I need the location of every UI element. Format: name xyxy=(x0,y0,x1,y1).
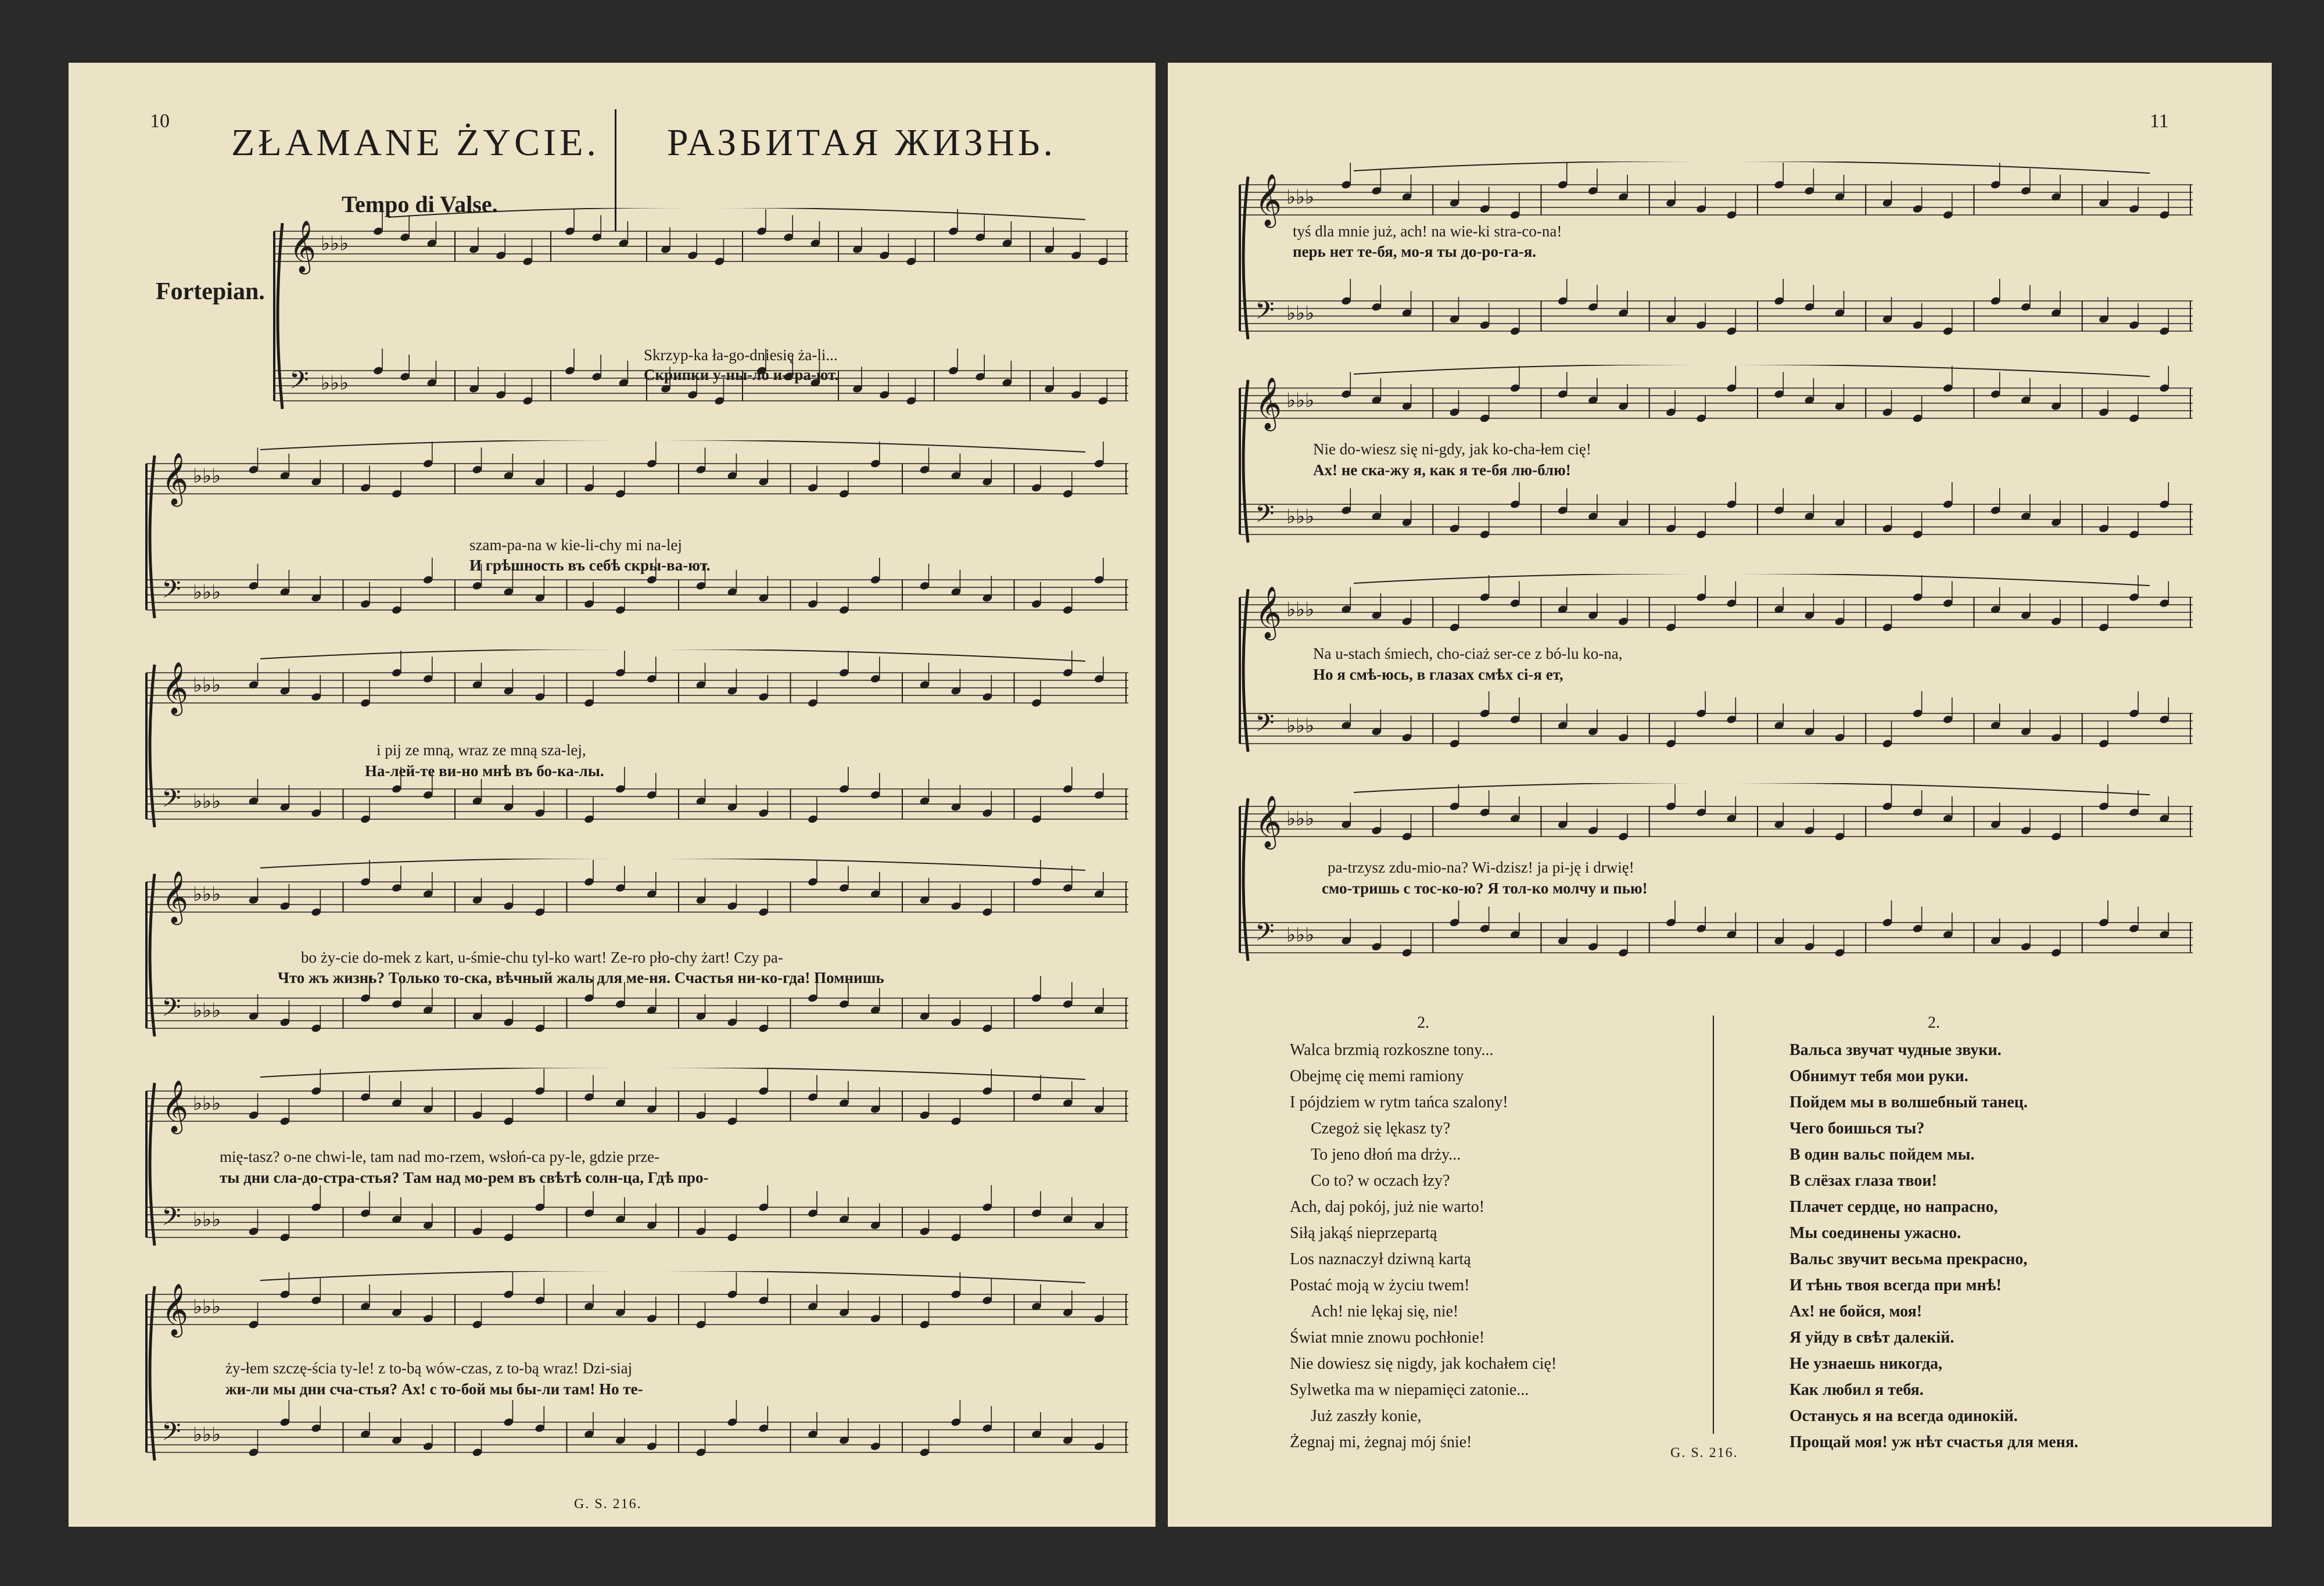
svg-text:𝄢: 𝄢 xyxy=(1255,918,1275,953)
page-number: 10 xyxy=(150,110,170,132)
lyric-russian: На-лей-те ви-но мнѣ въ бо-ка-лы. xyxy=(365,762,604,780)
lyric-polish: Nie do-wiesz się ni-gdy, jak ko-cha-łem cię! xyxy=(1313,440,1591,458)
verse-number: 2. xyxy=(1417,1014,1430,1032)
lyric-polish: szam-pa-na w kie-li-chy mi na-lej xyxy=(469,536,682,554)
verse-line: Nie dowiesz się nigdy, jak kochałem cię! xyxy=(1290,1355,1557,1373)
lyric-russian: Что жъ жизнь? Только то-ска, вѣчный жаль для ме-ня. Счастья ни-ко-гда! Помнишь xyxy=(278,969,884,986)
verse-divider xyxy=(1713,1016,1714,1434)
verse-line: В слёзах глаза твои! xyxy=(1789,1172,1937,1190)
svg-text:𝄞: 𝄞 xyxy=(162,662,189,714)
lyric-polish: pa-trzysz zdu-mio-na? Wi-dzisz! ja pi-ję i drwię! xyxy=(1328,859,1634,876)
verse-line: Обнимут тебя мои руки. xyxy=(1789,1067,1968,1085)
svg-text:♭♭♭: ♭♭♭ xyxy=(1286,185,1315,209)
verse-lines xyxy=(1789,1037,2078,1455)
verse-line: Postać moją w życiu twem! xyxy=(1290,1276,1470,1294)
svg-text:♭♭♭: ♭♭♭ xyxy=(321,371,349,395)
lyric-russian: Ах! не ска-жу я, как я те-бя лю-блю! xyxy=(1313,461,1571,479)
verse-line: Walca brzmią rozkoszne tony... xyxy=(1290,1041,1494,1059)
verse-line: Пойдем мы в волшебный танец. xyxy=(1789,1093,2028,1111)
verse-line: Я уйду в свѣт далекій. xyxy=(1789,1329,1954,1347)
svg-text:𝄢: 𝄢 xyxy=(1255,500,1275,534)
lyric-russian: И грѣшность въ себѣ скры-ва-ют. xyxy=(469,557,711,574)
music-system-3 xyxy=(144,650,1132,859)
svg-text:♭♭♭: ♭♭♭ xyxy=(1286,598,1315,622)
verse-line: Los naznaczył dziwną kartą xyxy=(1290,1250,1471,1268)
publisher-code: G. S. 216. xyxy=(1670,1445,1738,1461)
lyric-russian: Но я смѣ-юсь, в глазах смѣх сі-я ет, xyxy=(1313,666,1563,683)
svg-text:𝄞: 𝄞 xyxy=(162,1283,189,1336)
svg-text:♭♭♭: ♭♭♭ xyxy=(193,882,221,906)
verse-line: Останусь я на всегда одинокій. xyxy=(1789,1407,2018,1425)
song-title-polish: ZŁAMANE ŻYCIE. xyxy=(231,121,600,164)
verse-line: Już zaszły konie, xyxy=(1311,1407,1422,1425)
svg-text:𝄢: 𝄢 xyxy=(162,1418,181,1452)
music-system-1 xyxy=(1238,162,2196,371)
verse-line: Мы соединены ужасно. xyxy=(1789,1224,1961,1242)
publisher-code: G. S. 216. xyxy=(574,1497,642,1512)
svg-text:𝄞: 𝄞 xyxy=(1255,377,1282,429)
verse-number: 2. xyxy=(1928,1014,1940,1032)
svg-text:♭♭♭: ♭♭♭ xyxy=(193,1208,221,1232)
lyric-polish: tyś dla mnie już, ach! na wie-ki stra-co-na! xyxy=(1293,223,1562,240)
svg-text:♭♭♭: ♭♭♭ xyxy=(1286,807,1315,831)
verse-line: В один вальс пойдем мы. xyxy=(1789,1146,1975,1164)
svg-text:𝄢: 𝄢 xyxy=(162,784,181,819)
verse-line: To jeno dłoń ma drży... xyxy=(1311,1146,1461,1164)
music-system-1 xyxy=(272,208,1132,440)
svg-text:𝄢: 𝄢 xyxy=(162,575,181,610)
svg-text:♭♭♭: ♭♭♭ xyxy=(193,790,221,813)
verse-line: Świat mnie znowu pochłonie! xyxy=(1290,1329,1485,1347)
right-page xyxy=(1168,63,2272,1527)
lyric-polish: Skrzyp-ka ła-go-dniesię ża-li... xyxy=(644,346,838,364)
verse-line: Sylwetka ma w niepamięci zatonie... xyxy=(1290,1381,1529,1399)
verse-line: Ach, daj pokój, już nie warto! xyxy=(1290,1198,1485,1216)
left-page xyxy=(69,63,1156,1527)
svg-text:♭♭♭: ♭♭♭ xyxy=(193,1092,221,1115)
svg-text:𝄞: 𝄞 xyxy=(162,1080,189,1132)
verse-line: И тѣнь твоя всегда при мнѣ! xyxy=(1789,1276,2002,1294)
page-number: 11 xyxy=(2150,110,2169,132)
svg-text:♭♭♭: ♭♭♭ xyxy=(193,999,221,1022)
verse-line: Вальс звучит весьма прекрасно, xyxy=(1789,1250,2028,1268)
svg-text:♭♭♭: ♭♭♭ xyxy=(1286,302,1315,325)
lyric-polish: ży-łem szczę-ścia ty-le! z to-bą wów-czas, z to-bą wraz! Dzi-siaj xyxy=(225,1359,633,1377)
tempo-marking: Tempo di Valse. xyxy=(342,191,498,217)
verse-line: Żegnaj mi, żegnaj mój śnie! xyxy=(1290,1433,1472,1451)
svg-text:𝄞: 𝄞 xyxy=(1255,174,1282,226)
verse-russian xyxy=(1789,1010,2078,1455)
svg-text:𝄢: 𝄢 xyxy=(289,366,309,401)
song-title-russian: РАЗБИТАЯ ЖИЗНЬ. xyxy=(667,121,1057,164)
lyric-polish: mię-tasz? o-ne chwi-le, tam nad mo-rzem, wsłoń-ca py-le, gdzie prze- xyxy=(220,1148,660,1165)
verse-line: Czegoż się lękasz ty? xyxy=(1311,1119,1451,1138)
lyric-russian: ты дни сла-до-стра-стья? Там над мо-рем въ свѣтѣ солн-ца, Гдѣ про- xyxy=(220,1169,709,1186)
verse-line: Ach! nie lękaj się, nie! xyxy=(1311,1302,1459,1321)
svg-text:♭♭♭: ♭♭♭ xyxy=(193,673,221,697)
svg-text:𝄢: 𝄢 xyxy=(162,993,181,1028)
svg-text:♭♭♭: ♭♭♭ xyxy=(193,1423,221,1447)
svg-text:♭♭♭: ♭♭♭ xyxy=(321,232,349,256)
lyric-russian: Скрипки у-ны-ло и-гра-ют. xyxy=(644,366,839,383)
svg-text:𝄞: 𝄞 xyxy=(162,453,189,505)
verse-line: Плачет сердце, но напрасно, xyxy=(1789,1198,1998,1216)
svg-text:♭♭♭: ♭♭♭ xyxy=(1286,714,1315,738)
verse-line: Co to? w oczach łzy? xyxy=(1311,1172,1450,1190)
instrument-label: Fortepian. xyxy=(156,278,265,305)
verse-line: Чего боишься ты? xyxy=(1789,1119,1925,1138)
svg-text:𝄢: 𝄢 xyxy=(162,1203,181,1237)
svg-text:𝄢: 𝄢 xyxy=(1255,296,1275,331)
verse-line: Вальса звучат чудные звуки. xyxy=(1789,1041,2002,1059)
lyric-russian: перь нет те-бя, мо-я ты до-ро-га-я. xyxy=(1293,243,1537,260)
svg-text:♭♭♭: ♭♭♭ xyxy=(193,1295,221,1319)
verse-line: Как любил я тебя. xyxy=(1789,1381,1924,1399)
lyric-russian: жи-ли мы дни сча-стья? Ах! с то-бой мы бы-ли там! Но те- xyxy=(225,1380,643,1398)
verse-line: Прощай моя! уж нѣт счастья для меня. xyxy=(1789,1433,2078,1451)
svg-text:♭♭♭: ♭♭♭ xyxy=(1286,505,1315,529)
svg-text:𝄞: 𝄞 xyxy=(1255,795,1282,848)
svg-text:♭♭♭: ♭♭♭ xyxy=(1286,923,1315,947)
svg-text:𝄞: 𝄞 xyxy=(162,871,189,923)
svg-text:♭♭♭: ♭♭♭ xyxy=(1286,389,1315,412)
lyric-polish: bo ży-cie do-mek z kart, u-śmie-chu tyl-ko wart! Ze-ro pło-chy żart! Czy pa- xyxy=(301,949,783,966)
lyric-polish: i pij ze mną, wraz ze mną sza-lej, xyxy=(376,741,586,759)
verse-polish xyxy=(1290,1010,1556,1455)
verse-line: I pójdziem w rytm tańca szalony! xyxy=(1290,1093,1508,1111)
svg-text:𝄢: 𝄢 xyxy=(1255,709,1275,744)
svg-text:𝄞: 𝄞 xyxy=(289,220,317,272)
svg-text:𝄞: 𝄞 xyxy=(1255,586,1282,638)
lyric-polish: Na u-stach śmiech, cho-ciaż ser-ce z bó-lu ko-na, xyxy=(1313,645,1623,662)
svg-text:♭♭♭: ♭♭♭ xyxy=(193,580,221,604)
verse-line: Obejmę cię memi ramiony xyxy=(1290,1067,1464,1085)
lyric-russian: смо-тришь с тос-ко-ю? Я тол-ко молчу и пью! xyxy=(1322,880,1648,897)
verse-line: Не узнаешь никогда, xyxy=(1789,1355,1942,1373)
verse-lines xyxy=(1290,1037,1556,1455)
verse-line: Siłą jakąś nieprzepartą xyxy=(1290,1224,1437,1242)
verse-line: Ах! не бойся, моя! xyxy=(1789,1302,1923,1321)
svg-text:♭♭♭: ♭♭♭ xyxy=(193,464,221,488)
